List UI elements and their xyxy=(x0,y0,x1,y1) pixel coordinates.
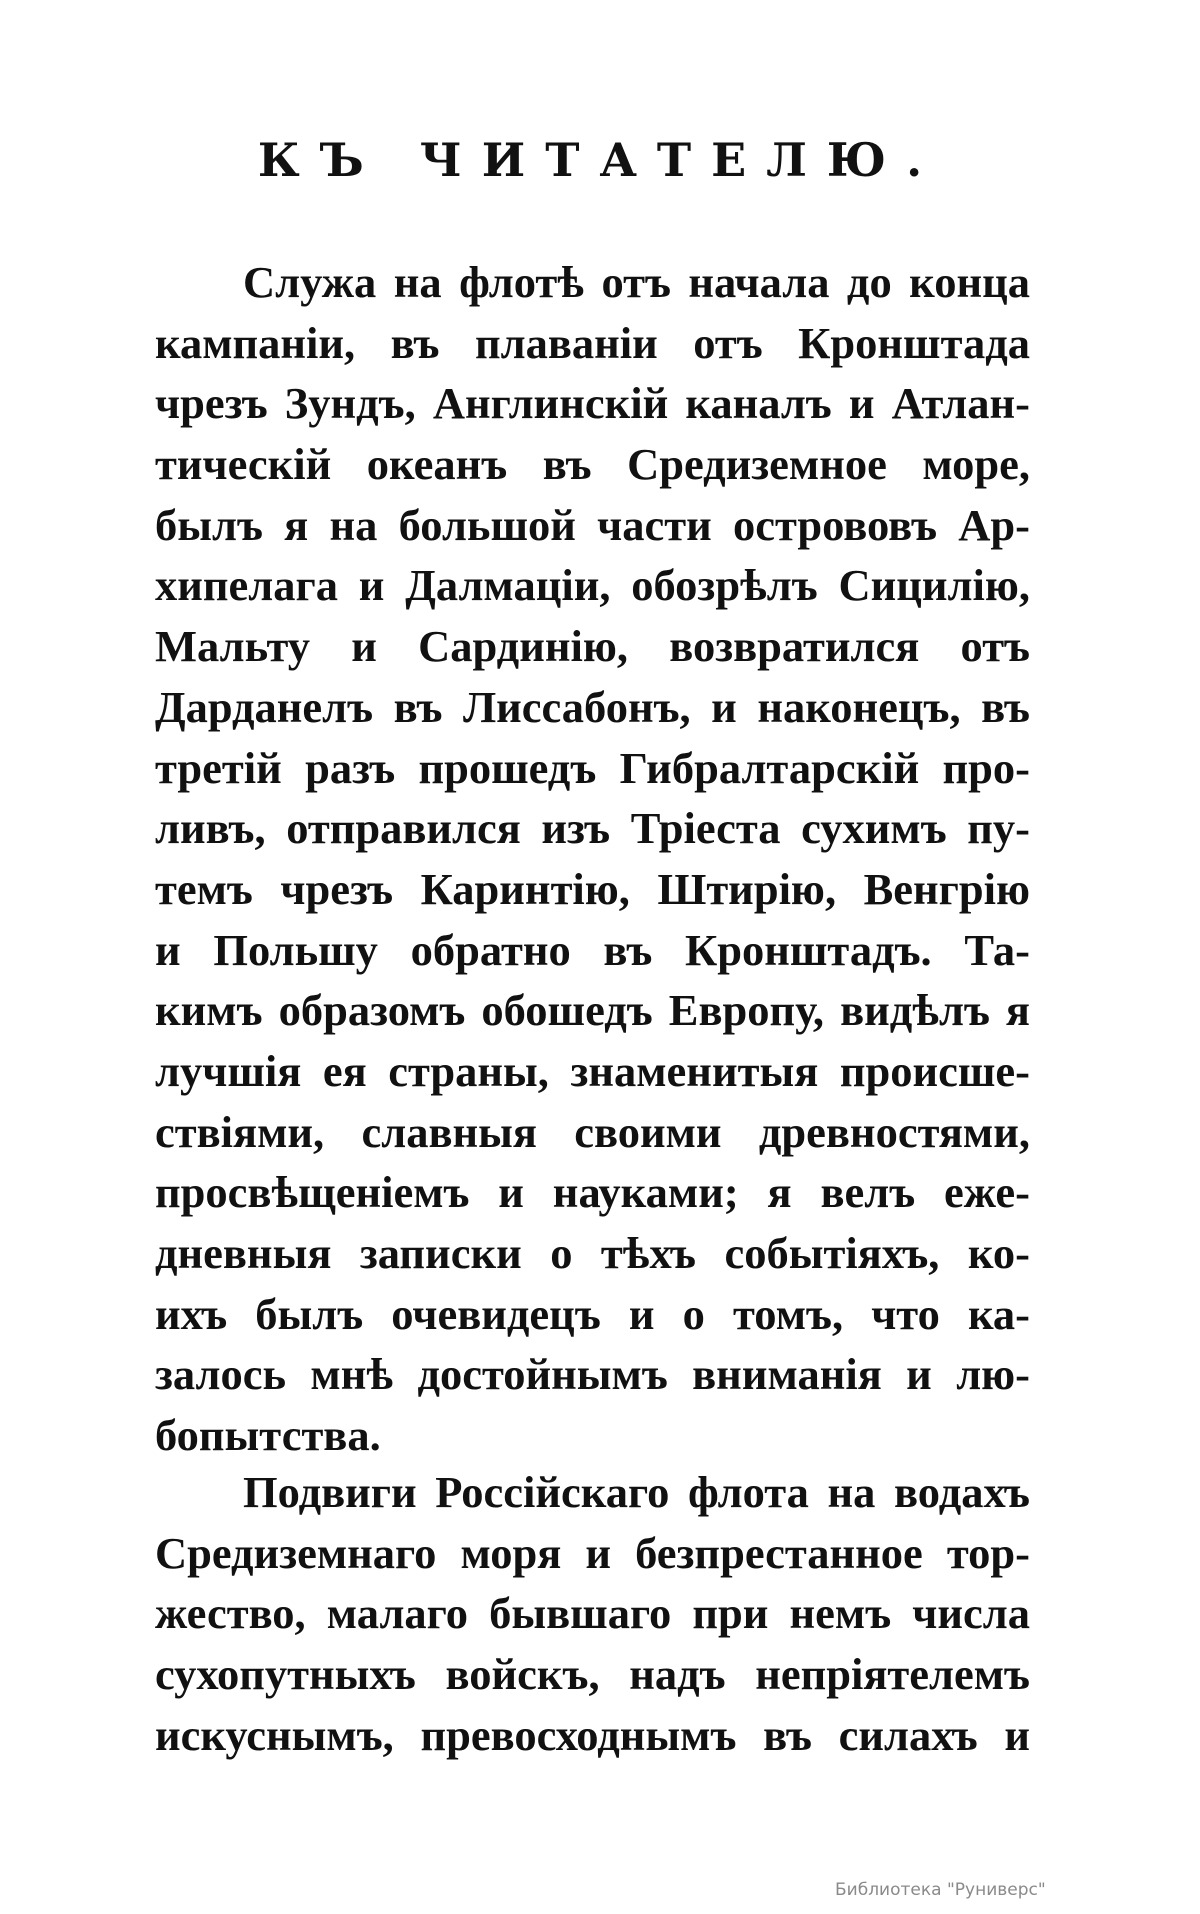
paragraph-1 xyxy=(155,252,1030,1466)
text-line: Служа на флотѣ отъ начала до конца xyxy=(243,257,1030,307)
text-line: третій разъ прошедъ Гибралтарскій про- xyxy=(155,742,1030,793)
page-title: КЪ ЧИТАТЕЛЮ. xyxy=(257,133,943,187)
text-line: кампаніи, въ плаваніи отъ Кронштада xyxy=(155,317,1030,368)
text-line: просвѣщеніемъ и науками; я велъ еже- xyxy=(155,1167,1030,1218)
text-line: и Польшу обратно въ Кронштадъ. Та- xyxy=(155,924,1030,975)
library-watermark: Библиотека "Руниверс" xyxy=(835,1880,1046,1900)
text-line: искуснымъ, превосходнымъ въ силахъ и xyxy=(155,1709,1030,1760)
text-line: жество, малаго бывшаго при немъ числа xyxy=(155,1588,1030,1639)
text-line: дневныя записки о тѣхъ событіяхъ, ко- xyxy=(155,1228,1030,1278)
text-line: темъ чрезъ Каринтію, Штирію, Венгрію xyxy=(155,863,1030,914)
text-line: кимъ образомъ обошедъ Европу, видѣлъ я xyxy=(155,985,1030,1036)
text-line: ствіями, славныя своими древностями, xyxy=(155,1106,1030,1157)
text-line: сухопутныхъ войскъ, надъ непріятелемъ xyxy=(155,1649,1030,1700)
text-line: хипелага и Далмаціи, обозрѣлъ Сицилію, xyxy=(155,560,1030,611)
text-line: тическій океанъ въ Средиземное море, xyxy=(155,439,1030,490)
text-line: лучшія ея страны, знаменитыя происше- xyxy=(155,1045,1030,1096)
text-line: Мальту и Сардинію, возвратился отъ xyxy=(155,621,1030,672)
text-line: бопытства. xyxy=(155,1410,381,1461)
text-line: Подвиги Россійскаго флота на водахъ xyxy=(243,1467,1030,1517)
text-line: ихъ былъ очевидецъ и о томъ, что ка- xyxy=(155,1288,1030,1339)
paragraph-2 xyxy=(155,1462,1030,1765)
text-line: залось мнѣ достойнымъ вниманія и лю- xyxy=(155,1349,1030,1400)
text-line: Дарданелъ въ Лиссабонъ, и наконецъ, въ xyxy=(155,681,1030,732)
text-line: чрезъ Зундъ, Англинскій каналъ и Атлан- xyxy=(155,378,1030,429)
text-line: Средиземнаго моря и безпрестанное тор- xyxy=(155,1527,1030,1578)
text-line: былъ я на большой части острововъ Ар- xyxy=(155,499,1030,550)
text-line: ливъ, отправился изъ Тріеста сухимъ пу- xyxy=(155,803,1030,854)
